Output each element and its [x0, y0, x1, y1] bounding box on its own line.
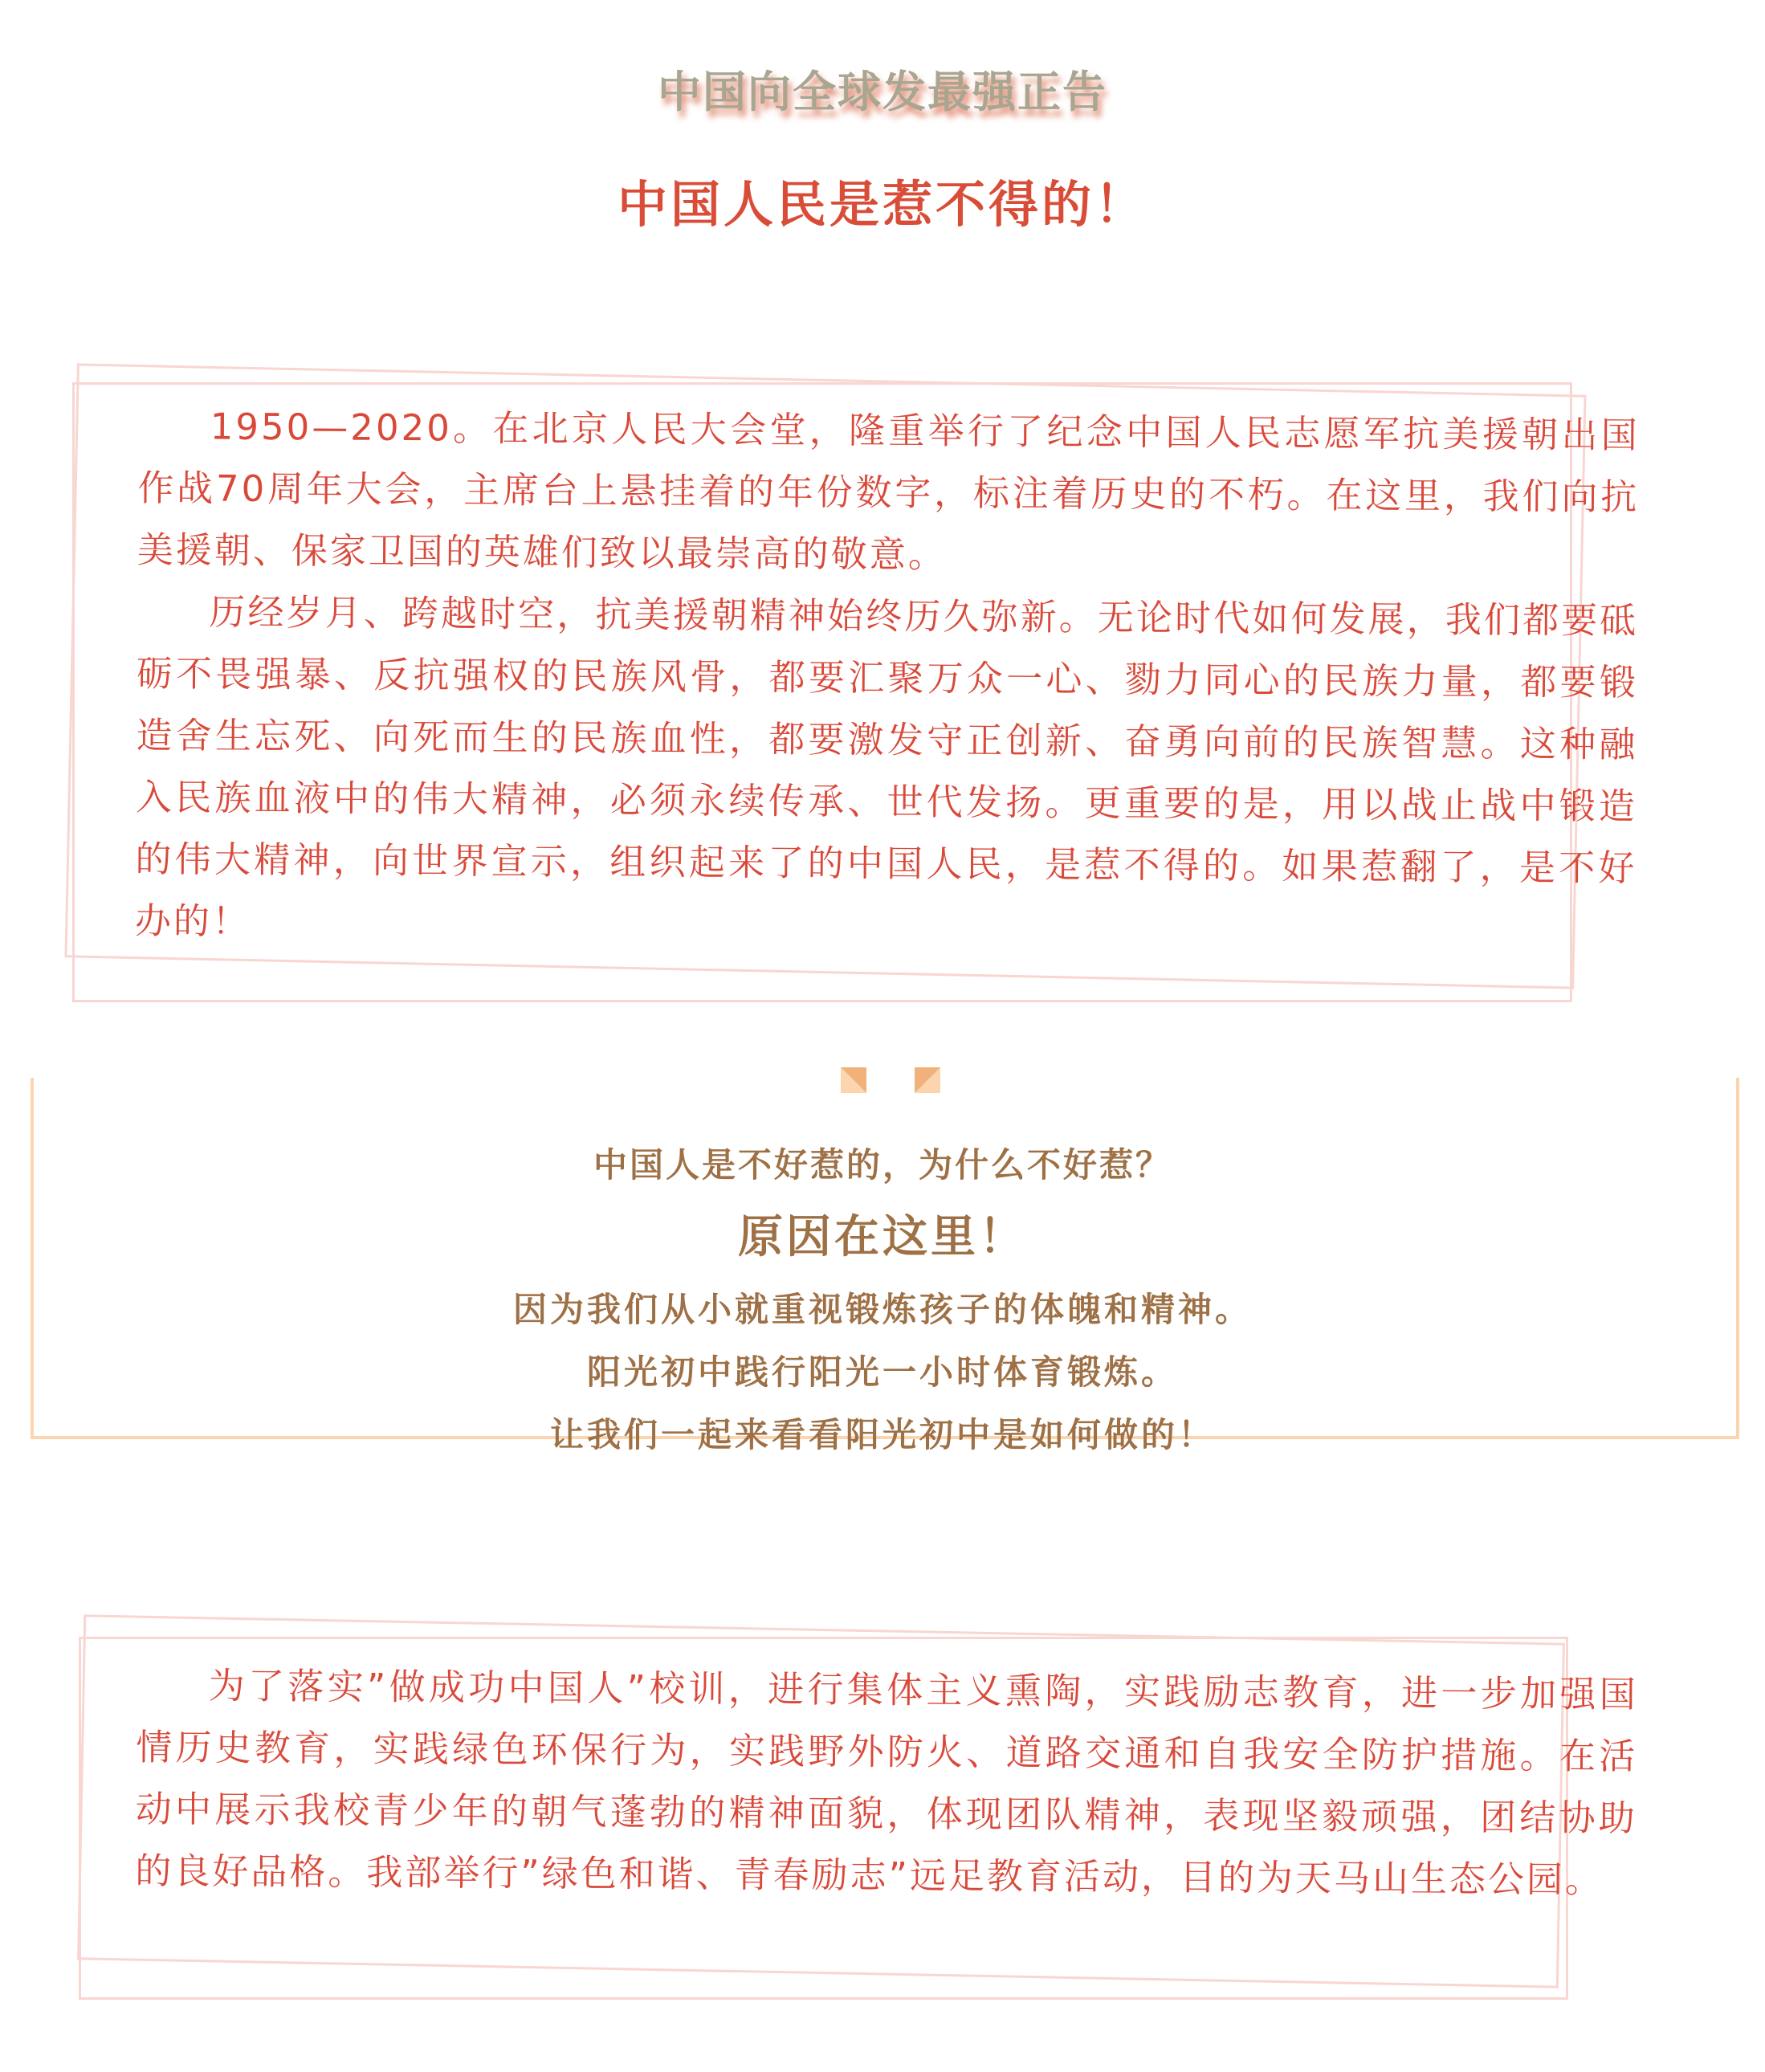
section2-question: 中国人是不好惹的，为什么不好惹？ — [593, 1145, 1172, 1185]
headline-title: 中国人民是惹不得的！ — [617, 175, 1147, 234]
kicker-title: 中国向全球发最强正告 — [658, 67, 1107, 117]
section3-text — [135, 1654, 1638, 1911]
section2-line: 阳光初中践行阳光一小时体育锻炼。 — [586, 1352, 1178, 1392]
section3-paragraph: 为了落实”做成功中国人”校训，进行集体主义熏陶，实践励志教育，进一步加强国情历史教育，实践绿色环保行为，实践野外防火、道路交通和自我安全防护措施。在活动中展示我校青少年的朝气蓬勃的精神面貌，体现团队精神，表现坚毅顽强，团结协助的良好品格。我部举行”绿色和谐、青春励志”远足教育活动，目的为天马山生态公园。 — [135, 1664, 1638, 1902]
section2-line: 因为我们从小就重视锻炼孩子的体魄和精神。 — [512, 1290, 1252, 1329]
section1-text — [135, 395, 1640, 961]
section1-paragraph: 1950—2020。在北京人民大会堂，隆重举行了纪念中国人民志愿军抗美援朝出国作战70周年大会，主席台上悬挂着的年份数字，标注着历史的不朽。在这里，我们向抗美援朝、保家卫国的英雄们致以最崇高的敬意。 — [137, 405, 1640, 577]
section2-line: 让我们一起来看看阳光初中是如何做的！ — [549, 1415, 1215, 1454]
section2-answer-title: 原因在这里！ — [738, 1211, 1027, 1263]
section1-paragraph: 历经岁月、跨越时空，抗美援朝精神始终历久弥新。无论时代如何发展，我们都要砥砺不畏强暴、反抗强权的民族风骨，都要汇聚万众一心、勠力同心的民族力量，都要锻造舍生忘死、向死而生的民族血性，都要激发守正创新、奋勇向前的民族智慧。这种融入民族血液中的伟大精神，必须永续传承、世代发扬。更重要的是，用以战止战中锻造的伟大精神，向世界宣示，组织起来了的中国人民，是惹不得的。如果惹翻了，是不好办的！ — [134, 590, 1639, 943]
